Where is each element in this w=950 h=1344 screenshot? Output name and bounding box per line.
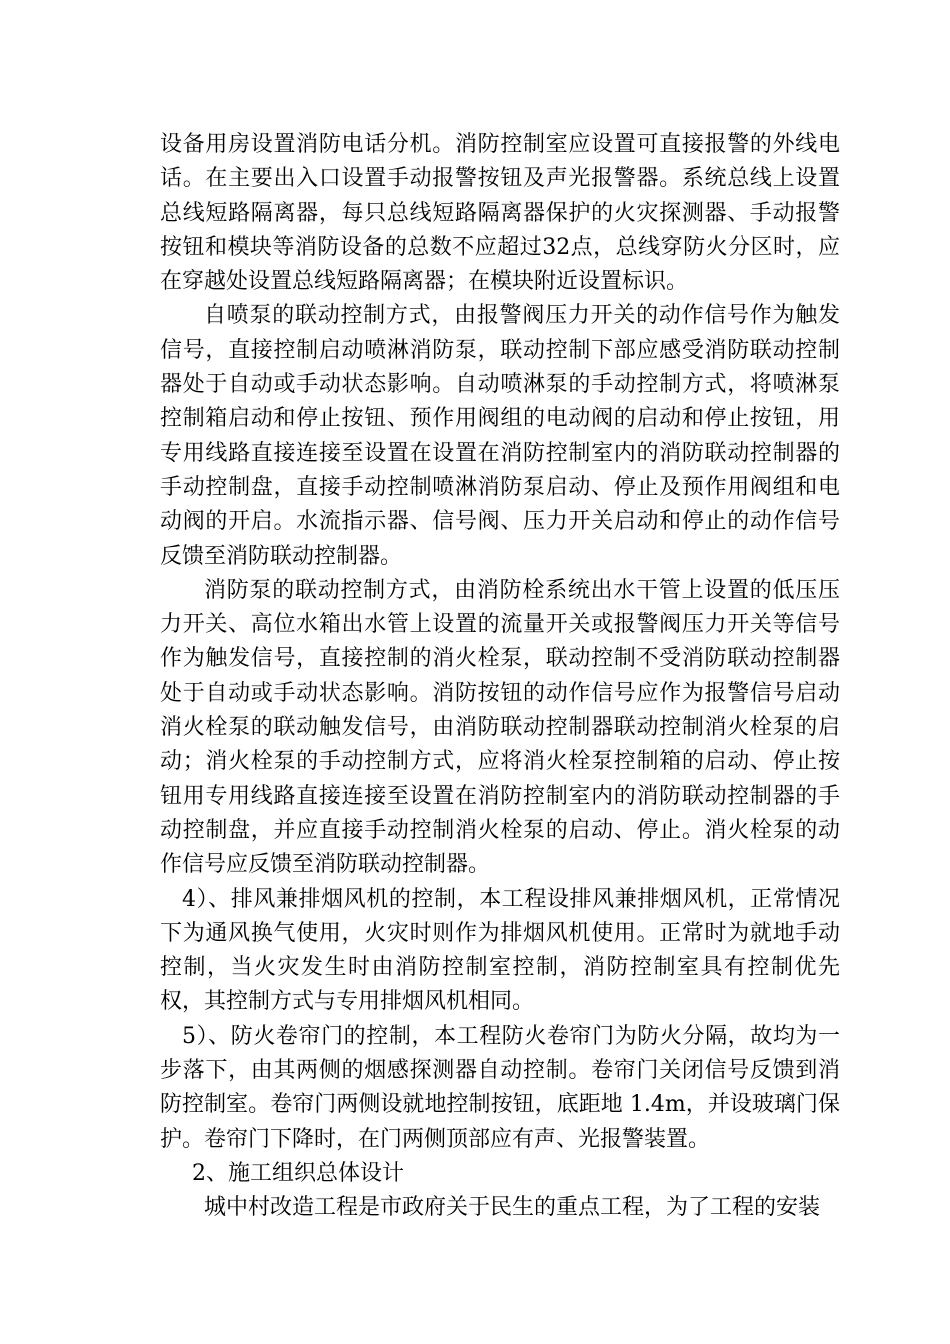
paragraph-fire-pump: 消防泵的联动控制方式，由消防栓系统出水干管上设置的低压压力开关、高位水箱出水管上设置的流量开关或报警阀压力开关等信号作为触发信号，直接控制的消火栓泵，联动控制不受消防联动控制器处于自动或手动状态影响。消防按钮的动作信号应作为报警信号启动消火栓泵的联动触发信号，由消防联动控制器联动控制消火栓泵的启动；消火栓泵的手动控制方式，应将消火栓泵控制箱的启动、停止按钮用专用线路直接连接至设置在消防控制室内的消防联动控制器的手动控制盘，并应直接手动控制消火栓泵的启动、停止。消火栓泵的动作信号应反馈至消防联动控制器。 xyxy=(160,577,840,878)
paragraph-construction-intro: 城中村改造工程是市政府关于民生的重点工程，为了工程的安装 xyxy=(204,1195,821,1221)
paragraph-exhaust-fan: 4）、排风兼排烟风机的控制，本工程设排风兼排烟风机，正常情况下为通风换气使用，火灾时则作为排烟风机使用。正常时为就地手动控制，当火灾发生时由消防控制室控制，消防控制室具有控制优先权，其控制方式与专用排烟风机相同。 xyxy=(160,886,840,1015)
section-heading: 2、施工组织总体设计 xyxy=(192,1160,404,1186)
paragraph-alarm-system: 设备用房设置消防电话分机。消防控制室应设置可直接报警的外线电话。在主要出入口设置手动报警按钮及声光报警器。系统总线上设置总线短路隔离器，每只总线短路隔离器保护的火灾探测器、手动报警按钮和模块等消防设备的总数不应超过32点，总线穿防火分区时，应在穿越处设置总线短路隔离器；在模块附近设置标识。 xyxy=(160,132,840,295)
document-page xyxy=(160,128,840,1226)
paragraph-fire-shutter: 5）、防火卷帘门的控制，本工程防火卷帘门为防火分隔，故均为一步落下，由其两侧的烟感探测器自动控制。卷帘门关闭信号反馈到消防控制室。卷帘门两侧设就地控制按钮，底距地 1.4m，并设玻璃门保护。卷帘门下降时，在门两侧顶部应有声、光报警装置。 xyxy=(160,1023,840,1152)
paragraph-sprinkler-pump: 自喷泵的联动控制方式，由报警阀压力开关的动作信号作为触发信号，直接控制启动喷淋消防泵，联动控制下部应感受消防联动控制器处于自动或手动状态影响。自动喷淋泵的手动控制方式，将喷淋泵控制箱启动和停止按钮、预作用阀组的电动阀的启动和停止按钮，用专用线路直接连接至设置在设置在消防控制室内的消防联动控制器的手动控制盘，直接手动控制喷淋消防泵启动、停止及预作用阀组和电动阀的开启。水流指示器、信号阀、压力开关启动和停止的动作信号反馈至消防联动控制器。 xyxy=(160,303,840,569)
